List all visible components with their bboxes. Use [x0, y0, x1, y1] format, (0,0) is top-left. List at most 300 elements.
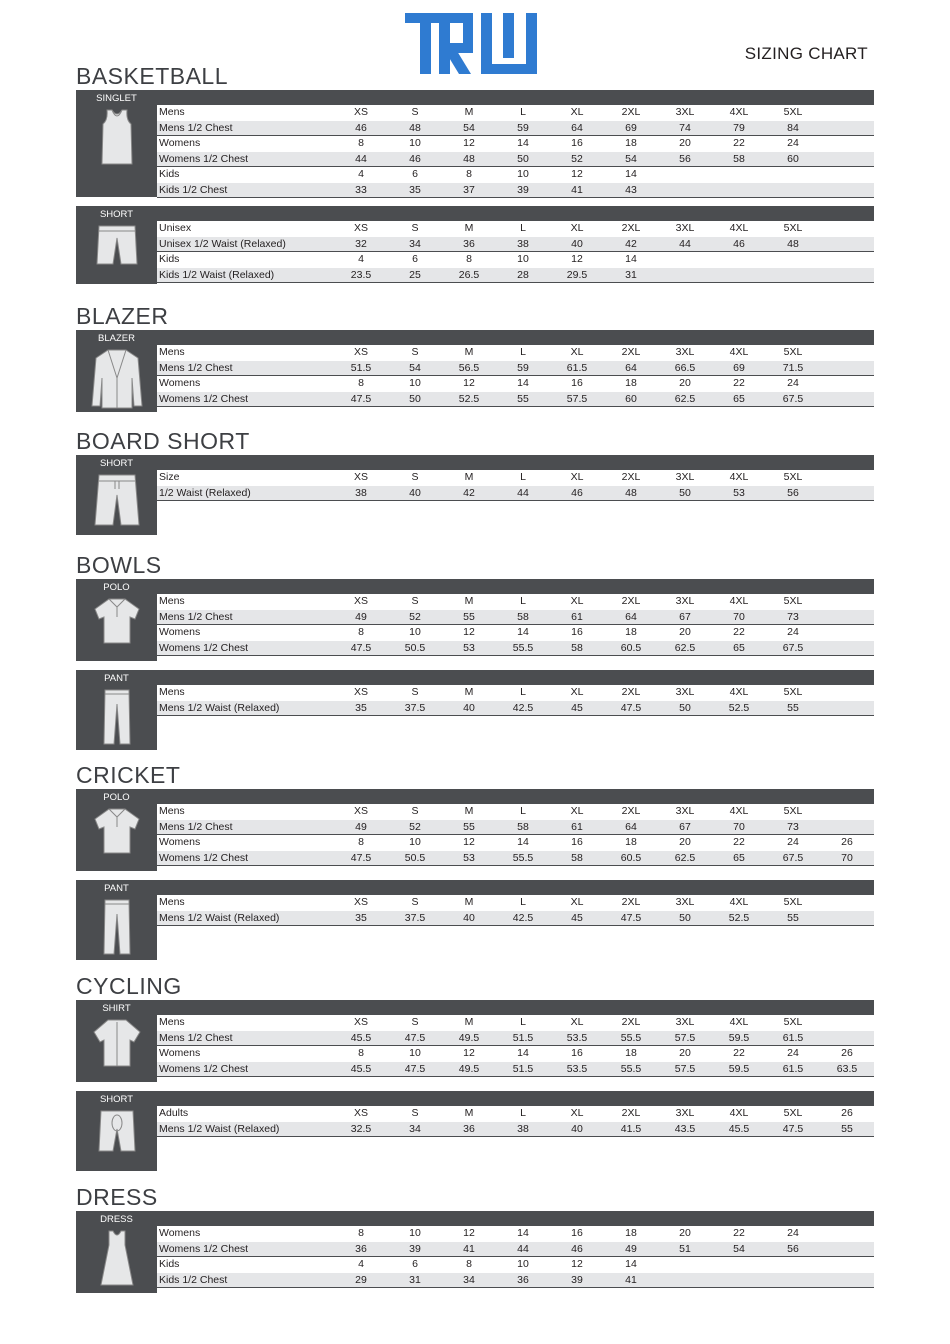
table-cell: 36: [463, 237, 475, 250]
table-cell: 24: [787, 1227, 799, 1239]
table-row: [157, 1242, 874, 1258]
garment-label: POLO: [103, 582, 130, 593]
row-label: Womens: [159, 626, 201, 638]
table-cell: 55: [517, 392, 529, 405]
table-cell: 65: [733, 641, 745, 654]
garment-thumbnail: [76, 1211, 157, 1293]
table-cell: 5XL: [783, 106, 803, 118]
table-rows: [157, 1015, 874, 1077]
section-title: CRICKET: [76, 762, 181, 788]
table-cell: 45: [571, 701, 583, 714]
table-cell: 54: [625, 152, 637, 165]
table-cell: XL: [570, 686, 584, 698]
table-cell: 67: [679, 820, 691, 833]
table-cell: 20: [679, 1047, 691, 1059]
table-cell: 60: [625, 392, 637, 405]
row-label: Kids 1/2 Chest: [159, 183, 228, 196]
table-cell: 14: [517, 1047, 529, 1059]
table-cell: S: [411, 1107, 419, 1119]
table-cell: 18: [625, 1047, 637, 1059]
table-cell: XL: [570, 805, 584, 817]
table-row: [157, 1273, 874, 1289]
table-cell: 3XL: [675, 1107, 695, 1119]
section-title: BOARD SHORT: [76, 428, 250, 454]
table-cell: 3XL: [675, 896, 695, 908]
table-cell: 20: [679, 626, 691, 638]
table-cell: 49: [355, 820, 367, 833]
table-rows: [157, 1226, 874, 1288]
table-cell: 51.5: [512, 1031, 534, 1044]
table-cell: 67.5: [782, 641, 804, 654]
table-cell: 67.5: [782, 392, 804, 405]
table-cell: 32: [355, 237, 367, 250]
table-row: [157, 183, 874, 199]
table-cell: 65: [733, 851, 745, 864]
table-cell: 50: [517, 152, 529, 165]
table-cell: 4XL: [729, 346, 749, 358]
table-cell: 59.5: [728, 1062, 750, 1075]
table-cell: 35: [355, 911, 367, 924]
section-dress: [76, 1183, 874, 1293]
table-row: [157, 392, 874, 408]
table-cell: 50.5: [404, 641, 426, 654]
table-cell: 55.5: [512, 641, 534, 654]
table-cell: 12: [571, 168, 583, 180]
garment-label: PANT: [104, 673, 129, 684]
row-label: Kids: [159, 1258, 180, 1270]
row-label: Kids: [159, 168, 180, 180]
table-cell: 47.5: [350, 851, 372, 864]
table-cell: 38: [517, 237, 529, 250]
table-cell: 3XL: [675, 471, 695, 483]
table-cell: 58: [517, 820, 529, 833]
table-header-bar: [157, 330, 874, 345]
table-cell: M: [464, 222, 474, 234]
table-cell: 18: [625, 836, 637, 848]
table-cell: 65: [733, 392, 745, 405]
table-cell: 3XL: [675, 222, 695, 234]
table-cell: S: [411, 805, 419, 817]
table-cell: 12: [571, 1258, 583, 1270]
table-cell: 29.5: [566, 268, 588, 281]
table-cell: XS: [353, 471, 368, 483]
table-cell: 62.5: [674, 392, 696, 405]
table-cell: 18: [625, 626, 637, 638]
table-cell: 64: [571, 121, 583, 134]
table-cell: XS: [353, 805, 368, 817]
table-cell: 25: [409, 268, 421, 281]
table-cell: S: [411, 471, 419, 483]
row-label: Mens 1/2 Chest: [159, 610, 233, 623]
table-row: [157, 345, 874, 361]
table-header-bar: [157, 1211, 874, 1226]
row-label: Mens 1/2 Chest: [159, 361, 233, 374]
table-cell: 39: [571, 1273, 583, 1286]
table-cell: 36: [517, 1273, 529, 1286]
table-cell: 33: [355, 183, 367, 196]
size-table-short: [76, 206, 874, 284]
garment-label: SHIRT: [102, 1003, 131, 1014]
table-cell: 61.5: [782, 1031, 804, 1044]
table-cell: 26: [841, 836, 853, 848]
table-cell: 53: [733, 486, 745, 499]
table-cell: 53.5: [566, 1031, 588, 1044]
table-cell: 14: [517, 626, 529, 638]
table-cell: 47.5: [350, 392, 372, 405]
table-cell: 14: [517, 1227, 529, 1239]
table-cell: 12: [463, 1047, 475, 1059]
table-row: [157, 685, 874, 701]
table-cell: 69: [625, 121, 637, 134]
table-cell: 64: [625, 610, 637, 623]
table-row: [157, 804, 874, 820]
table-cell: 53.5: [566, 1062, 588, 1075]
table-cell: S: [411, 222, 419, 234]
table-cell: XL: [570, 1107, 584, 1119]
table-cell: 31: [625, 268, 637, 281]
table-cell: 55: [463, 610, 475, 623]
row-label: Mens 1/2 Waist (Relaxed): [159, 1122, 280, 1135]
table-cell: 45.5: [728, 1122, 750, 1135]
table-cell: 64: [625, 361, 637, 374]
table-row: [157, 1046, 874, 1062]
table-cell: 71.5: [782, 361, 804, 374]
table-cell: 44: [355, 152, 367, 165]
table-cell: 56: [787, 486, 799, 499]
table-cell: XL: [570, 1016, 584, 1028]
table-cell: L: [520, 805, 526, 817]
size-table-polo: [76, 789, 874, 871]
table-cell: 16: [571, 836, 583, 848]
table-cell: 37.5: [404, 911, 426, 924]
table-cell: 10: [517, 168, 529, 180]
table-cell: 52: [409, 820, 421, 833]
row-label: Womens 1/2 Chest: [159, 1242, 249, 1255]
table-cell: 56: [787, 1242, 799, 1255]
table-cell: 14: [625, 168, 637, 180]
table-cell: 16: [571, 626, 583, 638]
row-label: Unisex: [159, 222, 192, 234]
table-row: [157, 152, 874, 168]
table-cell: 64: [625, 820, 637, 833]
table-row: [157, 470, 874, 486]
table-cell: XL: [570, 595, 584, 607]
table-cell: 37.5: [404, 701, 426, 714]
table-cell: S: [411, 686, 419, 698]
row-label: Mens: [159, 805, 185, 817]
garment-label: SHORT: [99, 209, 134, 220]
table-cell: 20: [679, 377, 691, 389]
table-cell: 3XL: [675, 595, 695, 607]
table-cell: 44: [517, 486, 529, 499]
table-cell: 62.5: [674, 851, 696, 864]
table-row: [157, 221, 874, 237]
table-rows: [157, 345, 874, 407]
table-cell: XL: [570, 222, 584, 234]
table-cell: 61: [571, 610, 583, 623]
table-cell: 8: [466, 253, 472, 265]
table-cell: 36: [463, 1122, 475, 1135]
table-cell: 24: [787, 1047, 799, 1059]
table-cell: M: [464, 686, 474, 698]
row-label: Kids 1/2 Waist (Relaxed): [159, 268, 275, 281]
table-cell: 38: [517, 1122, 529, 1135]
table-row: [157, 167, 874, 183]
size-table-shirt: [76, 1000, 874, 1082]
row-label: Kids: [159, 253, 180, 265]
table-cell: 55.5: [512, 851, 534, 864]
table-rows: [157, 804, 874, 866]
table-cell: 4XL: [729, 686, 749, 698]
table-rows: [157, 594, 874, 656]
row-label: Womens: [159, 377, 201, 389]
table-rows: [157, 685, 874, 716]
table-cell: 56.5: [458, 361, 480, 374]
table-cell: 56: [679, 152, 691, 165]
table-cell: 50: [679, 486, 691, 499]
garment-thumbnail: [76, 90, 157, 197]
table-cell: 73: [787, 610, 799, 623]
table-cell: XL: [570, 471, 584, 483]
table-cell: 4XL: [729, 805, 749, 817]
table-row: [157, 486, 874, 502]
table-cell: 59: [517, 361, 529, 374]
table-cell: 22: [733, 626, 745, 638]
table-row: [157, 641, 874, 657]
table-cell: 49.5: [458, 1031, 480, 1044]
table-cell: S: [411, 595, 419, 607]
table-cell: 51: [679, 1242, 691, 1255]
table-cell: 50: [679, 911, 691, 924]
table-cell: 3XL: [675, 686, 695, 698]
table-cell: 57.5: [566, 392, 588, 405]
table-cell: 47.5: [404, 1031, 426, 1044]
table-cell: 46: [571, 486, 583, 499]
table-header-bar: [157, 455, 874, 470]
row-label: Mens 1/2 Waist (Relaxed): [159, 701, 280, 714]
table-cell: M: [464, 1016, 474, 1028]
table-cell: 2XL: [621, 471, 641, 483]
section-title: DRESS: [76, 1184, 158, 1210]
table-header-bar: [157, 789, 874, 804]
table-cell: 3XL: [675, 346, 695, 358]
table-cell: 8: [358, 1047, 364, 1059]
table-cell: S: [411, 346, 419, 358]
table-cell: 52.5: [728, 911, 750, 924]
table-cell: 50: [679, 701, 691, 714]
table-cell: 58: [517, 610, 529, 623]
table-cell: 20: [679, 836, 691, 848]
row-label: Unisex 1/2 Waist (Relaxed): [159, 237, 286, 250]
garment-thumbnail: [76, 789, 157, 871]
row-label: Womens 1/2 Chest: [159, 1062, 249, 1075]
section-title: BOWLS: [76, 552, 162, 578]
garment-thumbnail: [76, 206, 157, 284]
table-cell: XS: [353, 106, 368, 118]
garment-label: SHORT: [99, 458, 134, 469]
table-cell: XS: [353, 346, 368, 358]
row-label: Womens 1/2 Chest: [159, 851, 249, 864]
table-cell: S: [411, 106, 419, 118]
table-cell: 20: [679, 1227, 691, 1239]
table-cell: 42.5: [512, 701, 534, 714]
table-cell: 12: [463, 377, 475, 389]
table-cell: 28: [517, 268, 529, 281]
table-cell: 6: [412, 1258, 418, 1270]
table-cell: 51.5: [350, 361, 372, 374]
table-cell: 63.5: [836, 1062, 858, 1075]
table-cell: 39: [517, 183, 529, 196]
garment-label: SHORT: [99, 1094, 134, 1105]
table-cell: 4: [358, 168, 364, 180]
table-cell: 34: [409, 1122, 421, 1135]
row-label: Womens: [159, 1047, 201, 1059]
table-cell: M: [464, 805, 474, 817]
table-cell: 47.5: [350, 641, 372, 654]
size-table-short: [76, 1091, 874, 1171]
table-cell: 52.5: [458, 392, 480, 405]
table-cell: 79: [733, 121, 745, 134]
table-cell: XS: [353, 1107, 368, 1119]
table-cell: 4: [358, 1258, 364, 1270]
row-label: Mens 1/2 Waist (Relaxed): [159, 911, 280, 924]
table-cell: 67.5: [782, 851, 804, 864]
table-cell: 3XL: [675, 805, 695, 817]
table-cell: L: [520, 896, 526, 908]
row-label: 1/2 Waist (Relaxed): [159, 486, 251, 499]
table-cell: 44: [517, 1242, 529, 1255]
table-cell: 52: [571, 152, 583, 165]
table-cell: 4XL: [729, 896, 749, 908]
section-board-short: [76, 427, 874, 535]
table-cell: 6: [412, 253, 418, 265]
table-cell: XS: [353, 896, 368, 908]
table-cell: 60: [787, 152, 799, 165]
table-cell: 45.5: [350, 1031, 372, 1044]
row-label: Mens: [159, 346, 185, 358]
table-cell: 54: [409, 361, 421, 374]
table-cell: 57.5: [674, 1031, 696, 1044]
table-rows: [157, 105, 874, 198]
garment-thumbnail: [76, 880, 157, 960]
table-cell: 10: [517, 253, 529, 265]
garment-thumbnail: [76, 670, 157, 750]
table-cell: 60.5: [620, 851, 642, 864]
table-cell: 2XL: [621, 896, 641, 908]
table-cell: 62.5: [674, 641, 696, 654]
table-header-bar: [157, 206, 874, 221]
table-cell: 35: [409, 183, 421, 196]
table-cell: 41: [463, 1242, 475, 1255]
table-cell: 26.5: [458, 268, 480, 281]
table-cell: 2XL: [621, 1107, 641, 1119]
table-cell: 10: [409, 1047, 421, 1059]
table-cell: 5XL: [783, 686, 803, 698]
table-cell: 22: [733, 137, 745, 149]
table-cell: 12: [463, 1227, 475, 1239]
table-cell: 47.5: [782, 1122, 804, 1135]
row-label: Womens: [159, 836, 201, 848]
table-cell: 48: [787, 237, 799, 250]
table-cell: 54: [733, 1242, 745, 1255]
table-rows: [157, 470, 874, 501]
table-cell: 74: [679, 121, 691, 134]
table-row: [157, 835, 874, 851]
table-cell: 23.5: [350, 268, 372, 281]
table-cell: 40: [463, 911, 475, 924]
table-cell: 20: [679, 137, 691, 149]
table-cell: 5XL: [783, 896, 803, 908]
table-row: [157, 1031, 874, 1047]
table-cell: 52: [409, 610, 421, 623]
table-row: [157, 701, 874, 717]
table-cell: 5XL: [783, 1107, 803, 1119]
table-cell: 49: [355, 610, 367, 623]
row-label: Mens: [159, 1016, 185, 1028]
garment-label: PANT: [104, 883, 129, 894]
table-cell: 42: [625, 237, 637, 250]
table-row: [157, 1106, 874, 1122]
table-cell: 4: [358, 253, 364, 265]
table-row: [157, 1062, 874, 1078]
table-cell: 16: [571, 377, 583, 389]
table-row: [157, 1257, 874, 1273]
table-row: [157, 136, 874, 152]
table-cell: 67: [679, 610, 691, 623]
table-cell: 8: [466, 1258, 472, 1270]
table-cell: 73: [787, 820, 799, 833]
table-cell: M: [464, 471, 474, 483]
table-cell: 58: [571, 641, 583, 654]
table-cell: 8: [358, 137, 364, 149]
table-cell: 2XL: [621, 805, 641, 817]
table-cell: 4XL: [729, 222, 749, 234]
table-cell: 4XL: [729, 595, 749, 607]
table-cell: 2XL: [621, 595, 641, 607]
table-cell: 5XL: [783, 1016, 803, 1028]
table-cell: 55: [787, 911, 799, 924]
table-cell: 16: [571, 137, 583, 149]
table-rows: [157, 1106, 874, 1137]
table-row: [157, 594, 874, 610]
table-cell: L: [520, 346, 526, 358]
table-cell: 2XL: [621, 1016, 641, 1028]
table-cell: 60.5: [620, 641, 642, 654]
table-cell: 4XL: [729, 1016, 749, 1028]
table-cell: 40: [463, 701, 475, 714]
table-cell: 24: [787, 836, 799, 848]
table-cell: M: [464, 106, 474, 118]
table-row: [157, 911, 874, 927]
table-header-bar: [157, 1000, 874, 1015]
garment-thumbnail: [76, 579, 157, 661]
table-cell: 70: [841, 851, 853, 864]
row-label: Mens: [159, 595, 185, 607]
table-cell: M: [464, 346, 474, 358]
table-cell: 3XL: [675, 1016, 695, 1028]
table-row: [157, 1122, 874, 1138]
table-row: [157, 625, 874, 641]
table-cell: 24: [787, 377, 799, 389]
page-title: SIZING CHART: [744, 44, 868, 63]
table-cell: 51.5: [512, 1062, 534, 1075]
table-cell: 66.5: [674, 361, 696, 374]
table-cell: 10: [517, 1258, 529, 1270]
section-blazer: [76, 302, 874, 412]
table-cell: 48: [625, 486, 637, 499]
table-header-bar: [157, 579, 874, 594]
table-cell: 14: [625, 253, 637, 265]
